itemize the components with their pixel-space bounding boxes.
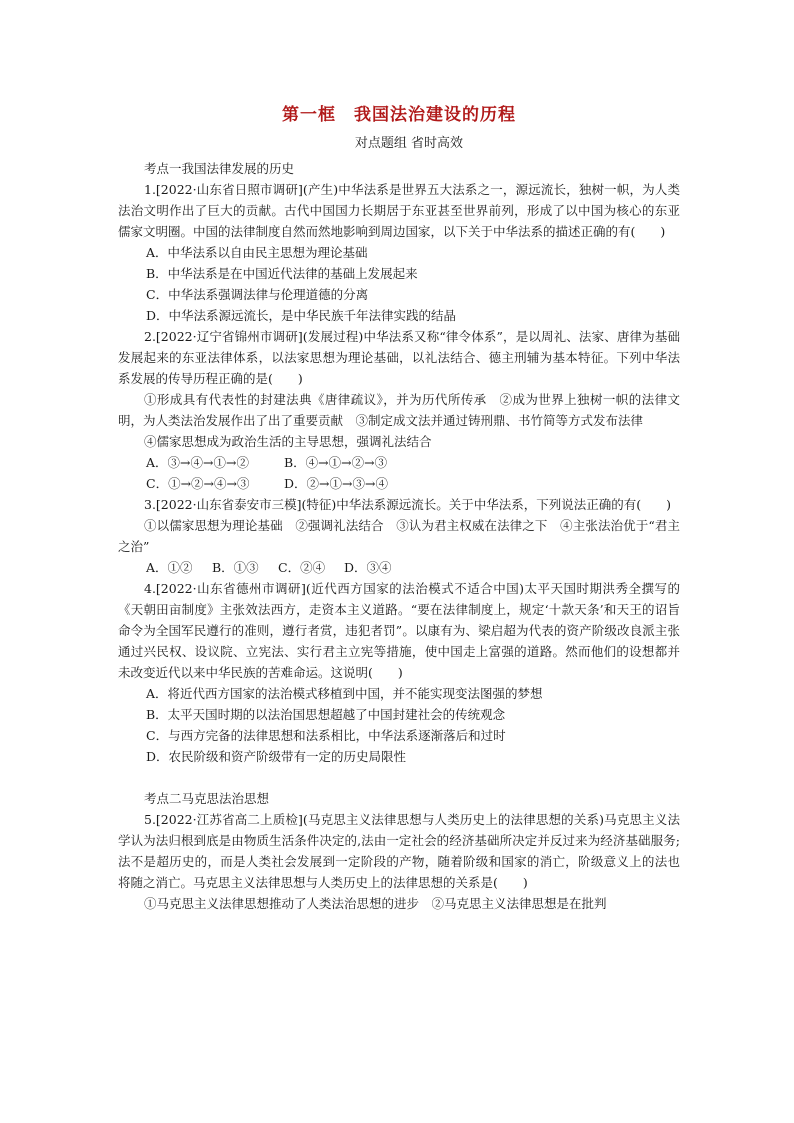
- question-2-option-c: C．①→②→④→③: [146, 476, 250, 491]
- question-5-items: ①马克思主义法律思想推动了人类法治思想的进步 ②马克思主义法律思想是在批判: [144, 896, 607, 911]
- question-2-stem: 2.[2022·辽宁省锦州市调研](发展过程)中华法系又称“律令体系”，是以周礼、法家、唐律为基础发展起来的东亚法律体系，以法家思想为理论基础，以礼法结合、德主刑辅为基本特征。下列中华法系发展的传导历程正确的是( ): [118, 329, 680, 386]
- question-3-option-c: C．②④: [278, 560, 326, 575]
- question-2-option-d: D．②→①→③→④: [284, 476, 388, 491]
- question-2-options-cd: [118, 473, 680, 494]
- question-2-item-4: ④儒家思想成为政治生活的主导思想，强调礼法结合: [144, 434, 432, 449]
- document-body: [118, 104, 680, 914]
- section-heading-2: 考点二马克思法治思想: [144, 791, 270, 806]
- question-3-stem: 3.[2022·山东省泰安市三模](特征)中华法系源远流长。关于中华法系，下列说法正确的有( ): [144, 497, 671, 512]
- question-3-option-a: A．①②: [146, 560, 193, 575]
- question-4-option-c: C．与西方完备的法律思想和法系相比，中华法系逐渐落后和过时: [146, 728, 506, 743]
- question-1-option-c: C．中华法系强调法律与伦理道德的分离: [146, 287, 369, 302]
- question-1-option-d: D．中华法系源远流长，是中华民族千年法律实践的结晶: [146, 308, 457, 323]
- section-heading-1: 考点一我国法律发展的历史: [144, 161, 295, 176]
- question-2-option-b: B．④→①→②→③: [284, 455, 388, 470]
- question-2-items: ①形成具有代表性的封建法典《唐律疏议》，并为历代所传承 ②成为世界上独树一帜的法律文明，为人类法治发展作出了出了重要贡献 ③制定成文法并通过铸刑鼎、书竹简等方式发布法律: [118, 392, 680, 428]
- question-1-stem: 1.[2022·山东省日照市调研](产生)中华法系是世界五大法系之一，源远流长，独树一帜，为人类法治文明作出了巨大的贡献。古代中国国力长期居于东亚甚至世界前列，形成了以中国为核心的东亚儒家文明圈。中国的法律制度自然而然地影响到周边国家，以下关于中华法系的描述正确的有( ): [118, 182, 680, 239]
- question-5-stem: 5.[2022·江苏省高二上质检](马克思主义法律思想与人类历史上的法律思想的关系)马克思主义法学认为法归根到底是由物质生活条件决定的,法由一定社会的经济基础所决定并反过来为经济基础服务;法不是超历史的，而是人类社会发展到一定阶段的产物，随着阶级和国家的消亡，阶级意义上的法也将随之消亡。马克思主义法律思想与人类历史上的法律思想的关系是( ): [118, 812, 680, 890]
- question-4-option-a: A．将近代西方国家的法治模式移植到中国，并不能实现变法图强的梦想: [146, 686, 543, 701]
- question-2-options-ab: [118, 452, 680, 473]
- question-3-options: [118, 557, 680, 578]
- question-1-option-b: B．中华法系是在中国近代法律的基础上发展起来: [146, 266, 418, 281]
- question-3-items: ①以儒家思想为理论基础 ②强调礼法结合 ③认为君主权威在法律之下 ④主张法治优于“君主之治”: [118, 518, 680, 554]
- page-subtitle: 对点题组 省时高效: [354, 136, 464, 151]
- question-4-option-b: B．太平天国时期的以法治国思想超越了中国封建社会的传统观念: [146, 707, 506, 722]
- question-3-option-b: B．①③: [212, 560, 259, 575]
- question-4-option-d: D．农民阶级和资产阶级带有一定的历史局限性: [146, 749, 407, 764]
- question-1-option-a: A．中华法系以自由民主思想为理论基础: [146, 245, 368, 260]
- question-2-option-a: A．③→④→①→②: [146, 455, 249, 470]
- page-title: 第一框 我国法治建设的历程: [282, 105, 516, 125]
- section-spacer: [118, 767, 680, 788]
- question-4-stem: 4.[2022·山东省德州市调研](近代西方国家的法治模式不适合中国)太平天国时期洪秀全撰写的《天朝田亩制度》主张效法西方，走资本主义道路。“要在法律制度上，规定‘十款天条’和天王的诏旨命令为全国军民遵行的准则，遵行者赏，违犯者罚”。以康有为、梁启超为代表的资产阶级改良派主张通过兴民权、设议院、立宪法、实行君主立宪等措施，使中国走上富强的道路。然而他们的设想都并未改变近代以来中华民族的苦难命运。这说明( ): [118, 581, 680, 680]
- question-3-option-d: D．③④: [344, 560, 392, 575]
